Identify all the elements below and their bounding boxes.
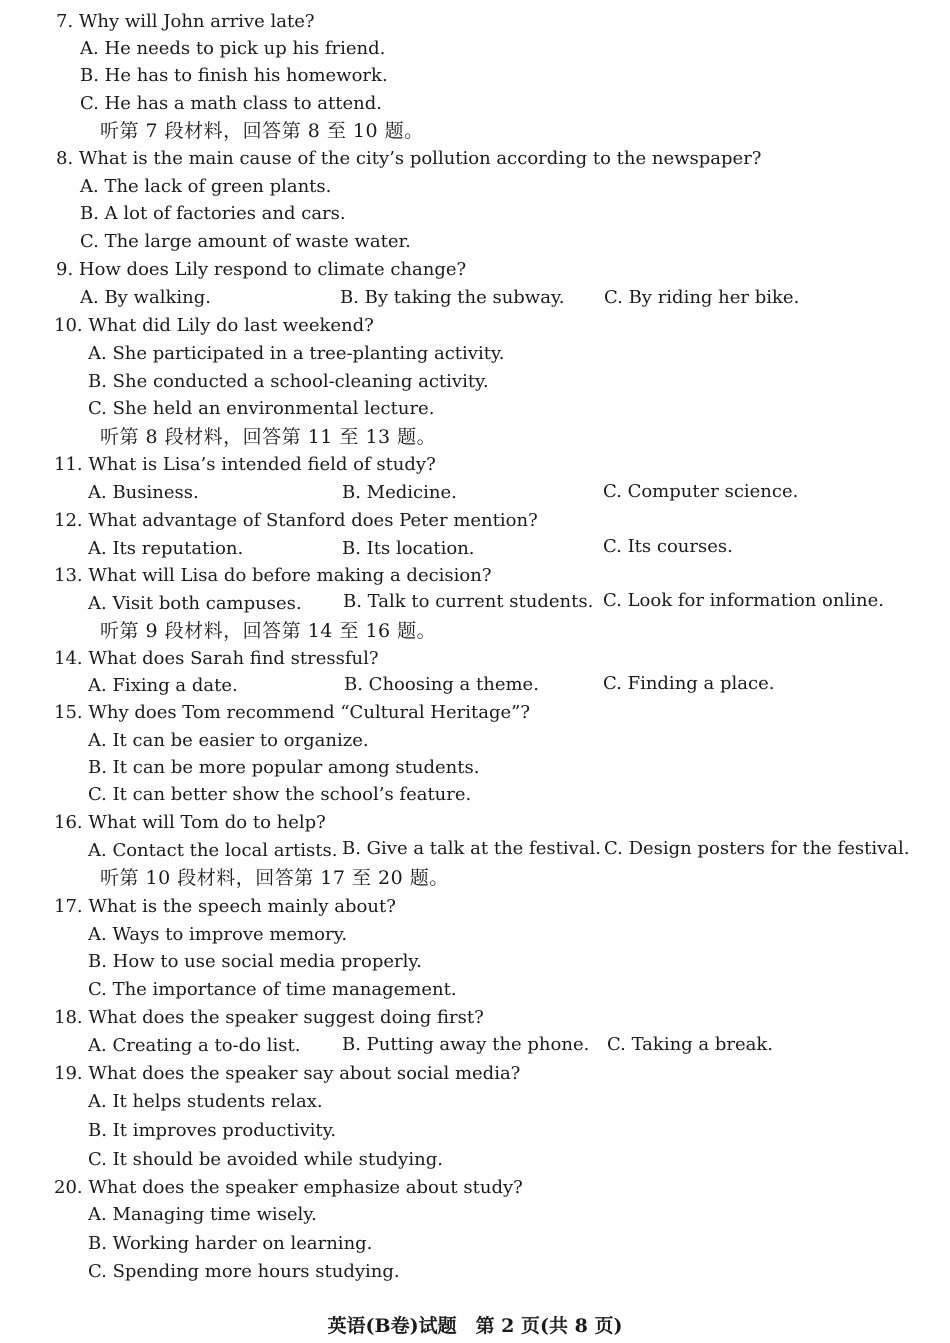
- section-instruction-10: 听第 10 段材料，回答第 17 至 20 题。: [100, 867, 449, 889]
- question-19: 19. What does the speaker say about social media?: [54, 1063, 521, 1084]
- question-8-option-a: A. The lack of green plants.: [80, 176, 332, 197]
- question-7-option-c: C. He has a math class to attend.: [80, 93, 382, 114]
- question-14-option-b: B. Choosing a theme.: [344, 674, 539, 695]
- question-10-option-a: A. She participated in a tree-planting activity.: [88, 343, 505, 364]
- question-11-option-c: C. Computer science.: [603, 481, 799, 502]
- question-16-option-a: A. Contact the local artists.: [88, 840, 338, 861]
- question-8: 8. What is the main cause of the city’s pollution according to the newspaper?: [56, 148, 762, 169]
- question-15: 15. Why does Tom recommend “Cultural Heritage”?: [54, 702, 531, 723]
- question-20: 20. What does the speaker emphasize about study?: [54, 1177, 523, 1198]
- question-13-option-c: C. Look for information online.: [603, 590, 884, 611]
- question-13: 13. What will Lisa do before making a decision?: [54, 565, 492, 586]
- section-instruction-7: 听第 7 段材料，回答第 8 至 10 题。: [100, 120, 424, 142]
- question-14-option-c: C. Finding a place.: [603, 673, 775, 694]
- question-12-option-b: B. Its location.: [342, 538, 475, 559]
- question-20-option-c: C. Spending more hours studying.: [88, 1261, 400, 1282]
- question-12-option-c: C. Its courses.: [603, 536, 733, 557]
- page-footer: 英语(B卷)试题 第 2 页(共 8 页): [327, 1315, 623, 1337]
- question-7-option-a: A. He needs to pick up his friend.: [80, 38, 386, 59]
- question-13-option-b: B. Talk to current students.: [343, 591, 594, 612]
- question-10: 10. What did Lily do last weekend?: [54, 315, 374, 336]
- question-18-option-b: B. Putting away the phone.: [342, 1034, 590, 1055]
- question-15-option-a: A. It can be easier to organize.: [88, 730, 369, 751]
- question-20-option-b: B. Working harder on learning.: [88, 1233, 373, 1254]
- question-19-option-c: C. It should be avoided while studying.: [88, 1149, 443, 1170]
- question-17-option-c: C. The importance of time management.: [88, 979, 457, 1000]
- question-17: 17. What is the speech mainly about?: [54, 896, 396, 917]
- question-7-option-b: B. He has to finish his homework.: [80, 65, 388, 86]
- question-18-option-a: A. Creating a to-do list.: [88, 1035, 301, 1056]
- question-12: 12. What advantage of Stanford does Peter mention?: [54, 510, 538, 531]
- question-18: 18. What does the speaker suggest doing first?: [54, 1007, 484, 1028]
- question-16-option-b: B. Give a talk at the festival.: [342, 838, 601, 859]
- question-14-option-a: A. Fixing a date.: [88, 675, 238, 696]
- question-16-option-c: C. Design posters for the festival.: [604, 838, 910, 859]
- question-15-option-c: C. It can better show the school’s feature.: [88, 784, 472, 805]
- question-13-option-a: A. Visit both campuses.: [88, 593, 302, 614]
- question-20-option-a: A. Managing time wisely.: [88, 1204, 317, 1225]
- question-9-option-b: B. By taking the subway.: [340, 287, 565, 308]
- question-9-option-a: A. By walking.: [80, 287, 211, 308]
- section-instruction-9: 听第 9 段材料，回答第 14 至 16 题。: [100, 620, 437, 642]
- question-10-option-c: C. She held an environmental lecture.: [88, 398, 435, 419]
- question-12-option-a: A. Its reputation.: [88, 538, 244, 559]
- question-9: 9. How does Lily respond to climate change?: [56, 259, 467, 280]
- question-9-option-c: C. By riding her bike.: [604, 287, 800, 308]
- question-7: 7. Why will John arrive late?: [56, 11, 315, 32]
- question-11: 11. What is Lisa’s intended field of study?: [54, 454, 436, 475]
- question-16: 16. What will Tom do to help?: [54, 812, 326, 833]
- question-17-option-a: A. Ways to improve memory.: [88, 924, 348, 945]
- question-11-option-b: B. Medicine.: [342, 482, 457, 503]
- question-10-option-b: B. She conducted a school-cleaning activity.: [88, 371, 489, 392]
- question-17-option-b: B. How to use social media properly.: [88, 951, 422, 972]
- question-8-option-b: B. A lot of factories and cars.: [80, 203, 346, 224]
- question-15-option-b: B. It can be more popular among students.: [88, 757, 480, 778]
- question-18-option-c: C. Taking a break.: [607, 1034, 774, 1055]
- question-8-option-c: C. The large amount of waste water.: [80, 231, 411, 252]
- section-instruction-8: 听第 8 段材料，回答第 11 至 13 题。: [100, 426, 437, 448]
- question-19-option-a: A. It helps students relax.: [88, 1091, 323, 1112]
- question-11-option-a: A. Business.: [88, 482, 199, 503]
- question-19-option-b: B. It improves productivity.: [88, 1120, 337, 1141]
- question-14: 14. What does Sarah find stressful?: [54, 648, 379, 669]
